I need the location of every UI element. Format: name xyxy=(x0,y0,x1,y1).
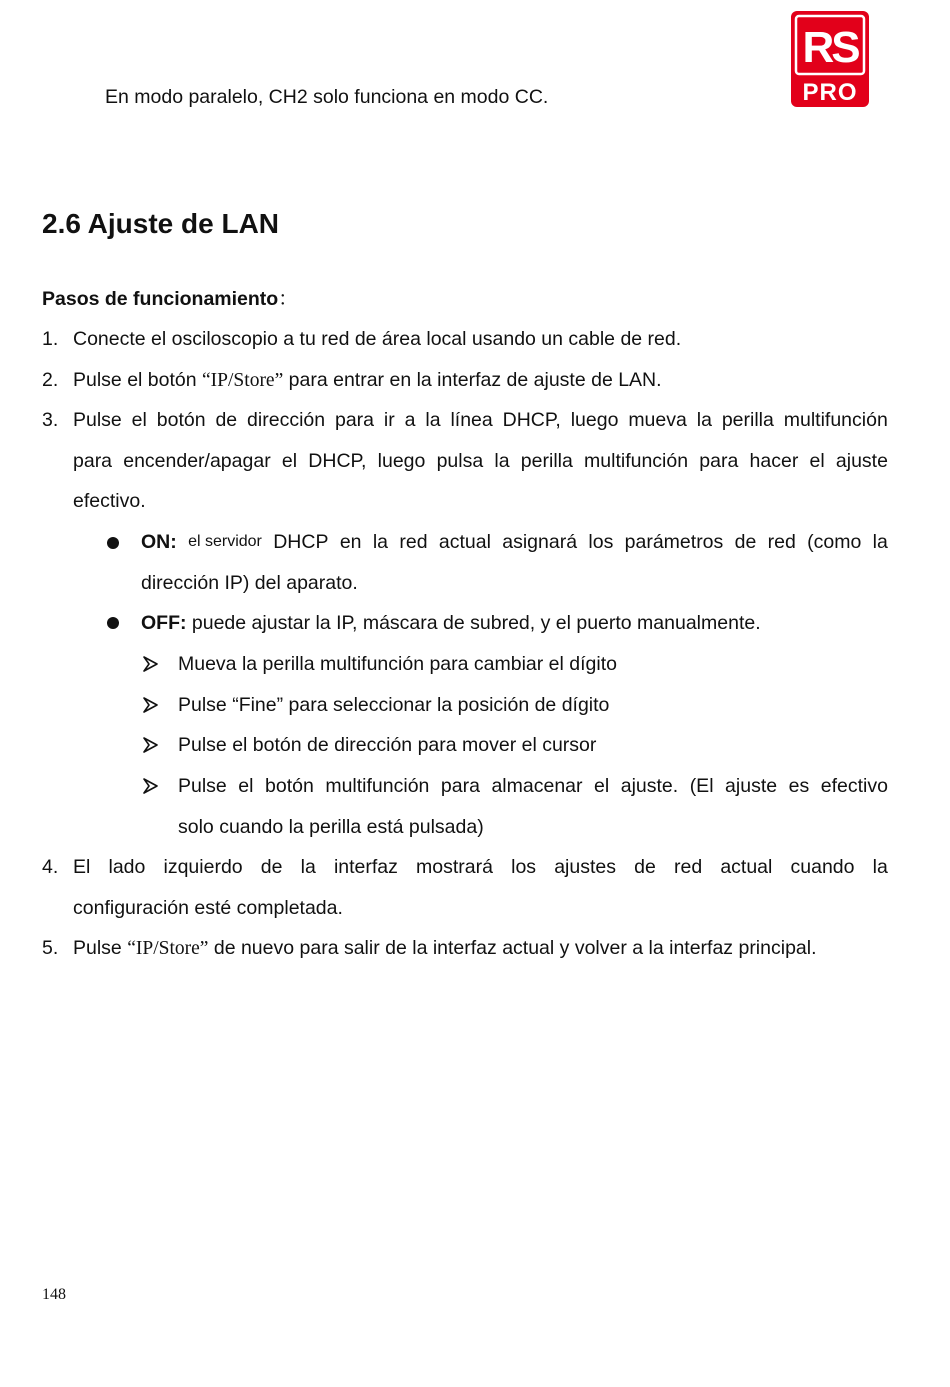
step-text-post: para entrar en la interfaz de ajuste de LAN. xyxy=(283,369,662,391)
word: Pulse xyxy=(73,409,122,431)
word: parámetros xyxy=(624,531,724,553)
word: ajuste xyxy=(835,450,888,472)
word: el xyxy=(281,450,298,472)
word: la xyxy=(494,450,510,472)
step-text-line xyxy=(73,450,888,472)
ip-store-quote: “IP/Store” xyxy=(202,370,284,391)
intro-text: En modo paralelo, CH2 solo funciona en modo CC. xyxy=(105,86,549,108)
word: multifunción xyxy=(584,450,689,472)
word: cuando xyxy=(790,856,855,878)
step-number: 3. xyxy=(42,409,59,431)
word: los xyxy=(511,856,537,878)
step-number: 1. xyxy=(42,328,59,350)
step-text-line: configuración esté completada. xyxy=(73,897,343,919)
steps-label-text: Pasos de funcionamiento xyxy=(42,288,279,310)
word: luego xyxy=(377,450,426,472)
bullet-dot-icon xyxy=(107,617,119,629)
word: ajuste. xyxy=(620,775,679,797)
sub-bullet-text: Pulse el botón de dirección para mover el cursor xyxy=(178,734,597,756)
word: lado xyxy=(108,856,146,878)
word: ajustes xyxy=(554,856,616,878)
steps-label-colon: ： xyxy=(278,288,298,310)
word: el xyxy=(238,775,254,797)
word: red xyxy=(767,531,796,553)
word: la xyxy=(872,856,888,878)
step-number: 4. xyxy=(42,856,59,878)
word: la xyxy=(300,856,316,878)
bullet-label: OFF: xyxy=(141,612,187,634)
word: DHCP, xyxy=(308,450,367,472)
word: pulsa xyxy=(436,450,484,472)
word: multifunción xyxy=(325,775,430,797)
bullet-label: ON: xyxy=(141,531,177,553)
step-text xyxy=(73,369,662,392)
step-text-pre: Pulse xyxy=(73,937,128,959)
word: la xyxy=(696,409,712,431)
word: el xyxy=(131,409,147,431)
word: perilla xyxy=(520,450,573,472)
word: DHCP, xyxy=(502,409,561,431)
word: ir xyxy=(383,409,395,431)
word: DHCP xyxy=(273,531,329,553)
word: para xyxy=(73,450,113,472)
arrow-bullet-icon xyxy=(142,778,158,794)
word: los xyxy=(588,531,614,553)
step-text-line xyxy=(73,409,888,431)
sub-bullet-text: Mueva la perilla multifunción para cambiar el dígito xyxy=(178,653,617,675)
word: para xyxy=(334,409,375,431)
word: almacenar xyxy=(491,775,583,797)
step-text xyxy=(73,937,817,960)
arrow-bullet-icon xyxy=(142,656,158,672)
sub-bullet-line: solo cuando la perilla está pulsada) xyxy=(178,816,484,838)
bullet-dot-icon xyxy=(107,537,119,549)
word: actual xyxy=(720,856,773,878)
word: multifunción xyxy=(783,409,888,431)
sub-bullet-line xyxy=(178,775,888,797)
ip-store-quote: “IP/Store” xyxy=(127,938,209,959)
step-text-pre: Pulse el botón xyxy=(73,369,203,391)
word: efectivo xyxy=(820,775,888,797)
steps-label xyxy=(42,288,298,310)
logo-pro-text: PRO xyxy=(802,79,858,106)
word: luego xyxy=(570,409,619,431)
word: (como xyxy=(807,531,862,553)
word: en xyxy=(339,531,362,553)
word: red xyxy=(673,856,703,878)
word: El xyxy=(73,856,91,878)
word: botón xyxy=(156,409,206,431)
word: perilla xyxy=(721,409,774,431)
word: mueva xyxy=(628,409,687,431)
word: la xyxy=(425,409,441,431)
word: para xyxy=(440,775,480,797)
word: interfaz xyxy=(333,856,398,878)
step-text-post: de nuevo para salir de la interfaz actual y volver a la interfaz principal. xyxy=(208,937,817,959)
word: red xyxy=(399,531,428,553)
word: botón xyxy=(265,775,314,797)
arrow-bullet-icon xyxy=(142,737,158,753)
sub-bullet-text: Pulse “Fine” para seleccionar la posición de dígito xyxy=(178,694,610,716)
word: la xyxy=(372,531,389,553)
word: mostrará xyxy=(416,856,493,878)
word: el xyxy=(594,775,610,797)
step-text-line: efectivo. xyxy=(73,490,146,512)
word: dirección xyxy=(247,409,326,431)
logo-rs-text: RS xyxy=(802,23,858,72)
word: (El xyxy=(689,775,714,797)
page-number: 148 xyxy=(42,1286,66,1303)
word: izquierdo xyxy=(163,856,243,878)
word: la xyxy=(872,531,888,553)
word: actual xyxy=(438,531,491,553)
word: a xyxy=(404,409,416,431)
word: encender/apagar xyxy=(123,450,271,472)
word: de xyxy=(734,531,757,553)
word: de xyxy=(260,856,283,878)
step-number: 5. xyxy=(42,937,59,959)
step-number: 2. xyxy=(42,369,59,391)
rs-pro-logo xyxy=(790,10,870,108)
word: de xyxy=(634,856,656,878)
section-heading: 2.6 Ajuste de LAN xyxy=(42,208,280,239)
bullet-small-text: el servidor xyxy=(188,533,262,550)
word: asignará xyxy=(502,531,578,553)
word: de xyxy=(215,409,238,431)
step-text-line xyxy=(73,856,888,878)
bullet-off-text: puede ajustar la IP, máscara de subred, y el puerto manualmente. xyxy=(186,612,761,634)
word: para xyxy=(699,450,739,472)
bullet-on-line2: dirección IP) del aparato. xyxy=(141,572,358,594)
word: es xyxy=(788,775,810,797)
word: hacer xyxy=(749,450,799,472)
word: Pulse xyxy=(178,775,227,797)
bullet-off-line xyxy=(141,612,761,634)
arrow-bullet-icon xyxy=(142,697,158,713)
step-text: Conecte el osciloscopio a tu red de área local usando un cable de red. xyxy=(73,328,682,350)
word: línea xyxy=(450,409,493,431)
word: el xyxy=(809,450,825,472)
bullet-on-line xyxy=(141,531,888,553)
word: ajuste xyxy=(725,775,778,797)
